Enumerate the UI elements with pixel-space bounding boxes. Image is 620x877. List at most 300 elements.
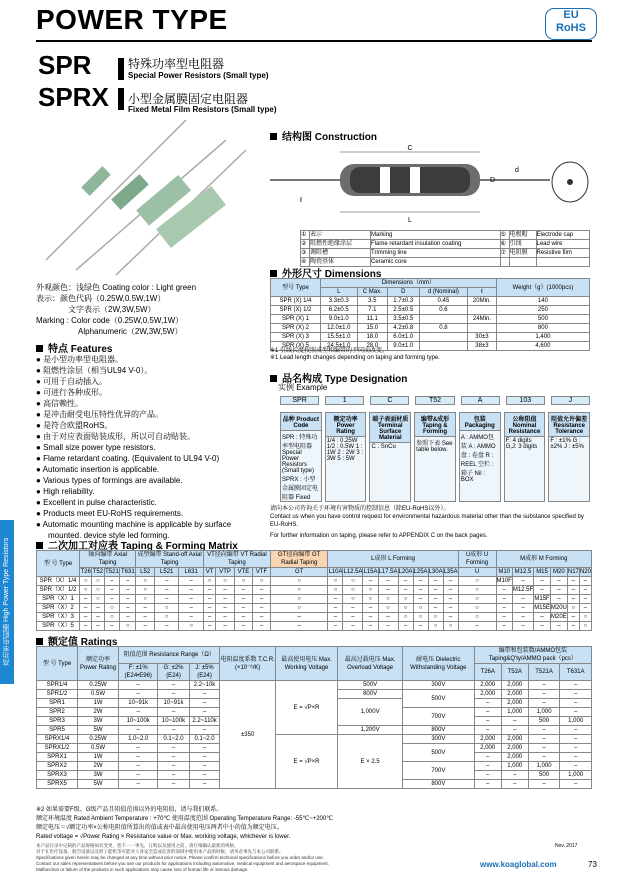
rating-diel: 700V xyxy=(402,708,474,726)
taping-cell: – xyxy=(579,604,591,613)
dimension-cell: 15.0 xyxy=(357,324,387,333)
rating-power: 1W xyxy=(78,699,119,708)
taping-cell: – xyxy=(136,622,155,631)
sprx-zh: 小型金属膜固定电阻器 xyxy=(128,92,249,106)
rating-j: 2.2~10k xyxy=(189,681,220,690)
rating-taping-qty: 2,000 xyxy=(474,735,501,744)
taping-cell: ○ xyxy=(398,613,413,622)
rating-over: 1,200V xyxy=(338,726,403,735)
taping-cell: – xyxy=(80,613,92,622)
taping-cell: – xyxy=(496,595,512,604)
dimension-cell: SPR (X) 2 xyxy=(271,324,321,333)
taping-cell: ○ xyxy=(398,595,413,604)
dimension-cell: 15.5±1.0 xyxy=(320,333,357,342)
rating-work: E = √P×R xyxy=(275,681,337,735)
taping-cell: ○ xyxy=(216,577,234,586)
dimension-cell: 20Min. xyxy=(468,297,497,306)
rating-taping-qty: 2,000 xyxy=(474,690,501,699)
taping-cell: – xyxy=(378,613,398,622)
taping-cell: M20U xyxy=(550,605,567,611)
taping-cell: – xyxy=(550,586,567,595)
dim-L-label: L xyxy=(408,217,412,224)
dimension-cell xyxy=(419,342,467,351)
rating-taping-qty: – xyxy=(560,735,592,744)
rating-type: SPR2 xyxy=(37,708,78,717)
taping-cell: ○ xyxy=(579,622,591,631)
dimension-cell: 140 xyxy=(496,297,589,306)
dimension-cell: 38±3 xyxy=(468,342,497,351)
dimension-cell: 28.0 xyxy=(357,342,387,351)
taping-cell: – xyxy=(496,604,512,613)
taping-cell: – xyxy=(328,595,343,604)
features-title: 特点 Features xyxy=(36,340,112,355)
feature-item: ● Products meet EU-RoHS requirements. xyxy=(36,508,261,519)
dimension-cell: 24.5±1.0 xyxy=(320,342,357,351)
taping-cell: ○ xyxy=(328,586,343,595)
feature-item: ● Automatic insertion is applicable. xyxy=(36,464,261,475)
legend-cell: 电极帽 xyxy=(509,231,536,240)
rating-taping-qty: 2,000 xyxy=(501,735,528,744)
legend-cell: ⑦ xyxy=(500,249,509,258)
rating-f: – xyxy=(119,744,158,753)
taping-cell: ○ xyxy=(428,622,443,631)
rating-power: 2W xyxy=(78,708,119,717)
rating-taping-qty: – xyxy=(528,726,560,735)
example-code-box: T52 xyxy=(415,396,454,405)
taping-cell: ○ xyxy=(458,604,496,613)
taping-row xyxy=(37,604,592,613)
rating-power: 0.25W xyxy=(78,681,119,690)
appearance-line1: 外观颜色：浅绿色 Coating color : Light green xyxy=(36,283,197,292)
taping-code-head: N20 xyxy=(579,569,591,575)
example-code-box: C xyxy=(370,396,409,405)
dimension-cell: SPR (X) 5 xyxy=(271,342,321,351)
rat-head-res: 阻值范围 Resistance Range（Ω） xyxy=(119,647,220,664)
taping-cell: ○ xyxy=(120,622,136,631)
designation-note-appendix: For further information on taping, please refer to APPENDIX C on the back pages. xyxy=(270,533,488,539)
spr-zh: 特殊功率型电阻器 xyxy=(128,57,225,71)
dim-l-label: ℓ xyxy=(300,197,303,204)
taping-cell: – xyxy=(428,586,443,595)
taping-cell: – xyxy=(512,622,533,631)
rat-head-work: 最高使用电压 Max. Working Voltage xyxy=(275,647,337,681)
taping-cell: – xyxy=(253,613,271,622)
dimension-cell: 0.8 xyxy=(419,324,467,333)
taping-cell: – xyxy=(512,577,533,586)
rating-diel: 800V xyxy=(402,780,474,789)
designation-box xyxy=(325,412,367,502)
taping-cell: – xyxy=(567,613,579,622)
dimension-cell: 0.45 xyxy=(419,297,467,306)
rating-j: 0.1~2.0 xyxy=(189,735,220,744)
feature-item: ● 阻燃性涂层（相当UL94 V-0）。 xyxy=(36,365,261,376)
taping-cell: – xyxy=(253,595,271,604)
designation-box xyxy=(548,412,590,502)
taping-cell: ○ xyxy=(343,577,363,586)
taping-cell: – xyxy=(567,577,579,586)
taping-cell: ○ xyxy=(270,586,327,595)
rating-f: 10~100k xyxy=(119,717,158,726)
feature-item: ● 可进行各种成形。 xyxy=(36,387,261,398)
taping-cell: – xyxy=(120,586,136,595)
legend-row xyxy=(301,249,590,258)
taping-cell: – xyxy=(203,595,216,604)
sprx-code: SPRX xyxy=(38,82,109,112)
taping-cell: – xyxy=(496,586,512,595)
dimension-cell: 6.0±1.0 xyxy=(387,333,419,342)
rating-over: 1,000V xyxy=(338,699,403,726)
dimension-cell: 250 xyxy=(496,306,589,315)
rating-g: – xyxy=(158,681,189,690)
taping-cell: – xyxy=(398,586,413,595)
rating-f: 1.0~2.0 xyxy=(119,735,158,744)
legend-cell: 阻燃性绝缘涂层 xyxy=(310,240,371,249)
appearance-line5: Alphanumeric（2W,3W,5W） xyxy=(78,327,183,336)
footer-website[interactable]: www.koaglobal.com xyxy=(480,860,557,869)
dim-head-L: L xyxy=(320,288,357,297)
rating-taping-qty: – xyxy=(474,717,501,726)
dimension-row xyxy=(271,333,590,342)
legend-cell: 引线 xyxy=(509,240,536,249)
rating-power: 1W xyxy=(78,753,119,762)
rating-power: 3W xyxy=(78,771,119,780)
designation-box xyxy=(504,412,546,502)
taping-cell: M20E xyxy=(551,614,567,620)
dimension-cell: SPR (X) 1/4 xyxy=(271,297,321,306)
taping-cell: – xyxy=(428,577,443,586)
taping-cell: – xyxy=(534,586,551,595)
appearance-line3: 文字表示（2W,3W,5W） xyxy=(68,305,156,314)
taping-cell: – xyxy=(80,622,92,631)
dimension-cell: 30±3 xyxy=(468,333,497,342)
rating-taping-qty: – xyxy=(560,681,592,690)
rating-f: – xyxy=(119,780,158,789)
taping-group-head: 成型编带 Stand-off Axial Taping xyxy=(137,552,202,566)
rohs-line2: RoHS xyxy=(556,22,586,34)
rating-j: 2.2~110k xyxy=(189,717,220,726)
rating-taping-qty: 2,000 xyxy=(501,699,528,708)
taping-code-head: L52 xyxy=(136,568,155,577)
taping-cell: – xyxy=(216,622,234,631)
rating-type: SPRX2 xyxy=(37,762,78,771)
dimension-cell: SPR (X) 1 xyxy=(271,315,321,324)
rating-taping-qty: 2,000 xyxy=(501,690,528,699)
rating-taping-qty: 1,000 xyxy=(501,762,528,771)
eu-rohs-badge xyxy=(545,8,597,40)
taping-cell: – xyxy=(179,604,203,613)
rating-g: – xyxy=(158,780,189,789)
legend-row xyxy=(301,231,590,240)
legend-cell: 电阻膜 xyxy=(509,249,536,258)
taping-cell: ○ xyxy=(363,595,378,604)
taping-cell: ○ xyxy=(136,586,155,595)
taping-cell: – xyxy=(363,622,378,631)
rating-taping-qty: 500 xyxy=(528,717,560,726)
taping-type-cell: SPR（X）1/4 xyxy=(37,577,80,586)
taping-cell: M12.5F xyxy=(512,587,534,593)
rating-power: 3W xyxy=(78,717,119,726)
dimension-cell xyxy=(468,324,497,333)
page-title: POWER TYPE xyxy=(36,4,228,35)
taping-cell: – xyxy=(579,577,591,586)
feature-item: ● 高信赖性。 xyxy=(36,398,261,409)
rat-head-type: 型 号 Type xyxy=(37,647,78,681)
rating-taping-qty: 2,000 xyxy=(474,681,501,690)
rating-taping-qty: – xyxy=(528,780,560,789)
taping-cell: – xyxy=(203,604,216,613)
taping-cell: – xyxy=(413,577,428,586)
taping-group-head: M成形 M Forming xyxy=(496,551,592,568)
taping-cell: ○ xyxy=(579,613,591,622)
rating-taping-qty: 500 xyxy=(528,771,560,780)
rating-taping-qty: – xyxy=(528,753,560,762)
taping-cell: – xyxy=(216,604,234,613)
construction-diagram xyxy=(270,142,590,232)
product-photo xyxy=(36,120,256,280)
taping-cell: ○ xyxy=(363,586,378,595)
taping-code-head: L35A xyxy=(443,569,458,575)
designation-box-head: 端子表面材质 Terminal Surface Material xyxy=(370,413,410,443)
taping-cell: ○ xyxy=(104,604,120,613)
rat-head-t521a: T521A xyxy=(528,664,560,681)
taping-cell: – xyxy=(567,586,579,595)
taping-row xyxy=(37,586,592,595)
legend-cell: Trimming line xyxy=(371,249,501,258)
rating-taping-qty: 1,000 xyxy=(528,708,560,717)
designation-box xyxy=(280,412,322,502)
taping-code-head: VTF xyxy=(253,568,271,577)
footer-disclaimer xyxy=(36,843,536,873)
taping-cell: ○ xyxy=(136,577,155,586)
footer-date: Nov. 2017 xyxy=(555,843,578,849)
taping-cell: ○ xyxy=(80,577,92,586)
rating-taping-qty: – xyxy=(474,771,501,780)
dimension-row xyxy=(271,324,590,333)
dimensions-title: 外形尺寸 Dimensions xyxy=(270,265,381,280)
taping-cell: – xyxy=(363,604,378,613)
taping-cell: – xyxy=(155,577,179,586)
rating-row xyxy=(37,681,592,690)
dimension-cell: 0.6 xyxy=(419,306,467,315)
taping-code-head: L25A xyxy=(413,569,428,575)
taping-cell: ○ xyxy=(343,586,363,595)
legend-cell xyxy=(500,258,509,267)
taping-row xyxy=(37,622,592,631)
feature-item: ● Various types of formings are available. xyxy=(36,475,261,486)
rating-j: – xyxy=(189,699,220,708)
taping-cell: – xyxy=(328,613,343,622)
taping-cell: ○ xyxy=(234,577,252,586)
legend-cell: ③ xyxy=(301,249,310,258)
rating-taping-qty: 1,000 xyxy=(560,717,592,726)
taping-cell: – xyxy=(458,622,496,631)
taping-cell: – xyxy=(234,604,252,613)
rating-row xyxy=(37,735,592,744)
rating-j: – xyxy=(189,771,220,780)
taping-cell: – xyxy=(567,622,579,631)
example-code-box: 1 xyxy=(325,396,364,405)
legend-cell xyxy=(509,258,536,267)
taping-code-head: M10 xyxy=(496,568,512,577)
dimension-cell: 12.0±1.0 xyxy=(320,324,357,333)
legend-cell: ② xyxy=(301,240,310,249)
rating-taping-qty: – xyxy=(560,780,592,789)
ratings-title: 额定值 Ratings xyxy=(36,633,117,648)
rating-diel: 700V xyxy=(402,762,474,780)
footer-line1: 本产品目录中记载的产品规格如有变更，恕不一一事先，订购以及使用之前，请仔细确认最新的规格。 xyxy=(36,843,239,848)
rating-f: – xyxy=(119,726,158,735)
taping-cell: – xyxy=(203,622,216,631)
rat-head-t631a: T631A xyxy=(560,664,592,681)
taping-cell: – xyxy=(413,622,428,631)
feature-item: ● 由于对应表面贴装成形，所以可自动贴装。 xyxy=(36,431,261,442)
taping-cell: – xyxy=(92,622,104,631)
taping-cell: – xyxy=(378,586,398,595)
rating-type: SPR1 xyxy=(37,699,78,708)
taping-cell: – xyxy=(253,622,271,631)
taping-cell: – xyxy=(343,613,363,622)
dimension-cell: 500 xyxy=(496,315,589,324)
rating-g: – xyxy=(158,762,189,771)
taping-cell: – xyxy=(203,613,216,622)
rating-taping-qty: – xyxy=(474,762,501,771)
rating-over: 500V xyxy=(338,681,403,690)
rat-head-tcr: 电阻温度系数 T.C.R.(×10⁻⁶/K) xyxy=(220,647,275,681)
dim-D-label: D xyxy=(490,177,496,184)
taping-cell: ○ xyxy=(253,577,271,586)
dimension-cell: 3.5±0.5 xyxy=(387,315,419,324)
rating-taping-qty: – xyxy=(560,708,592,717)
taping-cell: – xyxy=(179,595,203,604)
legend-cell: Lead wire xyxy=(536,240,590,249)
rating-j: – xyxy=(189,744,220,753)
legend-cell: Marking xyxy=(371,231,501,240)
rating-f: – xyxy=(119,708,158,717)
taping-cell: ○ xyxy=(567,604,579,613)
rating-taping-qty: 2,000 xyxy=(501,744,528,753)
rating-type: SPRX1/4 xyxy=(37,735,78,744)
rating-diel: 800V xyxy=(402,726,474,735)
rating-type: SPR1/4 xyxy=(37,681,78,690)
taping-code-head: L17.5A xyxy=(378,569,398,575)
rating-diel: 300V xyxy=(402,681,474,690)
rating-taping-qty: – xyxy=(560,726,592,735)
rating-f: – xyxy=(119,681,158,690)
feature-item: ● Automatic mounting machine is applicable by surface xyxy=(36,519,261,530)
rating-taping-qty: – xyxy=(528,744,560,753)
taping-cell: – xyxy=(104,622,120,631)
taping-cell: – xyxy=(216,586,234,595)
taping-cell: ○ xyxy=(104,613,120,622)
taping-type-cell: SPR（X）1/2 xyxy=(37,586,80,595)
rat-head-diel: 耐电压 Dielectric Withstanding Voltage xyxy=(402,647,474,681)
taping-cell: – xyxy=(179,586,203,595)
taping-table xyxy=(36,550,592,631)
rating-taping-qty: 2,000 xyxy=(501,681,528,690)
taping-cell: – xyxy=(363,613,378,622)
dimension-cell: 800 xyxy=(496,324,589,333)
feature-item: ● 是小型功率型电阻器。 xyxy=(36,354,261,365)
taping-cell: – xyxy=(80,595,92,604)
taping-code-head: VTP xyxy=(216,568,234,577)
taping-code-head: L631 xyxy=(179,568,203,577)
taping-cell: – xyxy=(328,622,343,631)
appearance-line4: Marking : Color code（0.25W,0.5W,1W） xyxy=(36,316,184,325)
rating-g: – xyxy=(158,753,189,762)
taping-cell: ○ xyxy=(92,595,104,604)
spr-code: SPR xyxy=(38,50,92,80)
rating-g: – xyxy=(158,744,189,753)
taping-cell: – xyxy=(80,604,92,613)
rating-g: – xyxy=(158,726,189,735)
taping-cell: – xyxy=(179,613,203,622)
taping-cell: – xyxy=(104,577,120,586)
rat-head-over: 最高过载电压 Max. Overload Voltage xyxy=(338,647,403,681)
dimension-row xyxy=(271,315,590,324)
rating-j: – xyxy=(189,762,220,771)
taping-code-head: M12.5 xyxy=(512,568,533,577)
appearance-line2: 表示：颜色代码（0.25W,0.5W,1W） xyxy=(36,294,166,303)
dimension-cell: 7.1 xyxy=(357,306,387,315)
taping-cell: – xyxy=(328,604,343,613)
rating-power: 5W xyxy=(78,780,119,789)
legend-cell: ④ xyxy=(301,258,310,267)
rating-diel: 500V xyxy=(402,690,474,708)
taping-cell: – xyxy=(378,622,398,631)
rating-taping-qty: – xyxy=(528,681,560,690)
footer-line5: Malfunction or failure of the products in such applications may cause loss of human life or serious damage. xyxy=(36,867,249,872)
designation-box-body: A : AMMO包装 A : AMMO 盘 : 卷盘 R : REEL 空栏 : 箱子 Nil : BOX xyxy=(460,435,496,483)
designation-box-head: 额定功率 Power Rating xyxy=(326,413,366,437)
taping-code-head: L521 xyxy=(155,568,179,577)
sidebar-tab: 高功率电阻器 High Power Type Resistors xyxy=(0,520,14,684)
taping-cell: ○ xyxy=(413,604,428,613)
designation-notes xyxy=(270,505,590,540)
legend-cell: 调阻槽 xyxy=(310,249,371,258)
dimension-cell xyxy=(468,306,497,315)
dim-head-D: D xyxy=(387,288,419,297)
rating-taping-qty: – xyxy=(560,744,592,753)
ratings-table xyxy=(36,646,592,789)
rating-power: 0.25W xyxy=(78,735,119,744)
designation-box-body: 参照下表 See table below. xyxy=(416,441,453,453)
taping-code-head: L20A xyxy=(398,569,413,575)
rating-power: 0.5W xyxy=(78,744,119,753)
rating-work: E = √P×R xyxy=(275,735,337,789)
rating-taping-qty: 1,000 xyxy=(501,708,528,717)
dim-head-group: Dimensions（mm） xyxy=(320,279,496,288)
rat-head-tape: 编带和包装数/AMMO包装 Taping&Q'ty/AMMO pack（pcs） xyxy=(474,647,591,664)
legend-cell: ⑤ xyxy=(500,231,509,240)
taping-cell: ○ xyxy=(270,604,327,613)
taping-head-type: 型 号 Type xyxy=(37,551,80,577)
rating-type: SPRX1 xyxy=(37,753,78,762)
dim-head-C: C Max. xyxy=(357,288,387,297)
example-code-box: SPR xyxy=(280,396,319,405)
taping-cell: – xyxy=(234,613,252,622)
rat-head-t26a: T26A xyxy=(474,664,501,681)
taping-cell: – xyxy=(443,613,458,622)
legend-cell: Electrode cap xyxy=(536,231,590,240)
taping-code-head: M15 xyxy=(534,568,551,577)
rating-type: SPRX3 xyxy=(37,771,78,780)
dimension-cell: 18.0 xyxy=(357,333,387,342)
designation-box-body: F : ±1% G : ±2% J : ±5% xyxy=(550,438,584,450)
taping-code-head: T521 xyxy=(105,569,119,575)
rating-taping-qty: – xyxy=(474,753,501,762)
feature-item: ● 可用于自动插入。 xyxy=(36,376,261,387)
taping-cell: – xyxy=(567,595,579,604)
